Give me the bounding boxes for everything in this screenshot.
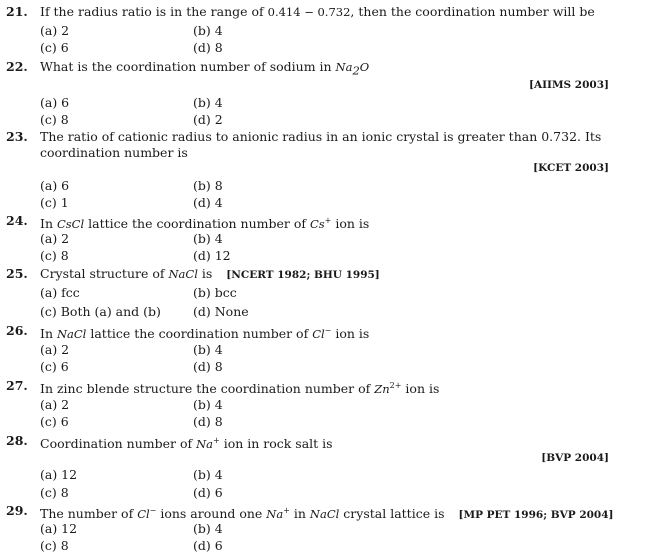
exam-reference: [BVP 2004] bbox=[541, 452, 609, 464]
option-a: (a) 12 bbox=[40, 467, 78, 482]
option-b: (b) 8 bbox=[193, 178, 223, 193]
option-a: (a) fcc bbox=[40, 285, 80, 300]
exam-reference: [NCERT 1982; BHU 1995] bbox=[226, 269, 380, 281]
question-text: In NaCl lattice the coordination number of Cl− ion is bbox=[40, 326, 370, 342]
option-d: (d) 4 bbox=[193, 195, 223, 210]
question-number: 22. bbox=[6, 59, 28, 74]
option-a: (a) 2 bbox=[40, 231, 70, 246]
question-text: If the radius ratio is in the range of 0.414 − 0.732, then the coordination number will be bbox=[40, 4, 595, 19]
question-text: The number of Cl− ions around one Na+ in NaCl crystal lattice is [MP PET 1996; BVP 2004] bbox=[40, 506, 614, 522]
option-c: (c) 6 bbox=[40, 40, 69, 55]
question-text: Coordination number of Na+ ion in rock salt is bbox=[40, 436, 333, 452]
option-c: (c) 6 bbox=[40, 359, 69, 374]
option-c: (c) Both (a) and (b) bbox=[40, 304, 161, 319]
option-d: (d) 6 bbox=[193, 485, 223, 500]
option-c: (c) 8 bbox=[40, 485, 69, 500]
option-b: (b) 4 bbox=[193, 231, 223, 246]
option-a: (a) 6 bbox=[40, 178, 70, 193]
option-b: (b) 4 bbox=[193, 521, 223, 536]
question-number: 27. bbox=[6, 378, 28, 393]
question-number: 23. bbox=[6, 129, 28, 144]
option-c: (c) 1 bbox=[40, 195, 69, 210]
option-d: (d) None bbox=[193, 304, 249, 319]
option-d: (d) 2 bbox=[193, 112, 223, 127]
exam-reference: [AIIMS 2003] bbox=[529, 79, 609, 91]
option-a: (a) 2 bbox=[40, 23, 70, 38]
option-c: (c) 6 bbox=[40, 414, 69, 429]
exam-reference: [MP PET 1996; BVP 2004] bbox=[458, 509, 614, 522]
question-text: In CsCl lattice the coordination number of Cs+ ion is bbox=[40, 216, 370, 232]
option-d: (d) 6 bbox=[193, 538, 223, 553]
question-text: In zinc blende structure the coordination number of $Zn^{2+}$ ion is bbox=[40, 381, 440, 397]
option-b: (b) 4 bbox=[193, 95, 223, 110]
question-text: Crystal structure of NaCl is [NCERT 1982; BHU 1995] bbox=[40, 266, 380, 281]
question-number: 21. bbox=[6, 4, 28, 19]
question-number: 24. bbox=[6, 213, 28, 228]
question-number: 29. bbox=[6, 503, 28, 518]
question-text: What is the coordination number of sodium in $Na_2O$ bbox=[40, 59, 370, 78]
option-a: (a) 2 bbox=[40, 342, 70, 357]
option-b: (b) 4 bbox=[193, 23, 223, 38]
option-b: (b) 4 bbox=[193, 397, 223, 412]
option-b: (b) 4 bbox=[193, 467, 223, 482]
option-d: (d) 12 bbox=[193, 248, 231, 263]
question-text: The ratio of cationic radius to anionic radius in an ionic crystal is greater than 0.732. Its coordination number is bbox=[40, 129, 602, 160]
option-a: (a) 2 bbox=[40, 397, 70, 412]
option-a: (a) 12 bbox=[40, 521, 78, 536]
question-number: 26. bbox=[6, 323, 28, 338]
option-c: (c) 8 bbox=[40, 538, 69, 553]
exam-reference: [KCET 2003] bbox=[533, 162, 609, 174]
option-c: (c) 8 bbox=[40, 112, 69, 127]
option-b: (b) 4 bbox=[193, 342, 223, 357]
option-c: (c) 8 bbox=[40, 248, 69, 263]
option-d: (d) 8 bbox=[193, 414, 223, 429]
option-d: (d) 8 bbox=[193, 40, 223, 55]
option-a: (a) 6 bbox=[40, 95, 70, 110]
question-number: 25. bbox=[6, 266, 28, 281]
option-b: (b) bcc bbox=[193, 285, 237, 300]
option-d: (d) 8 bbox=[193, 359, 223, 374]
question-number: 28. bbox=[6, 433, 28, 448]
